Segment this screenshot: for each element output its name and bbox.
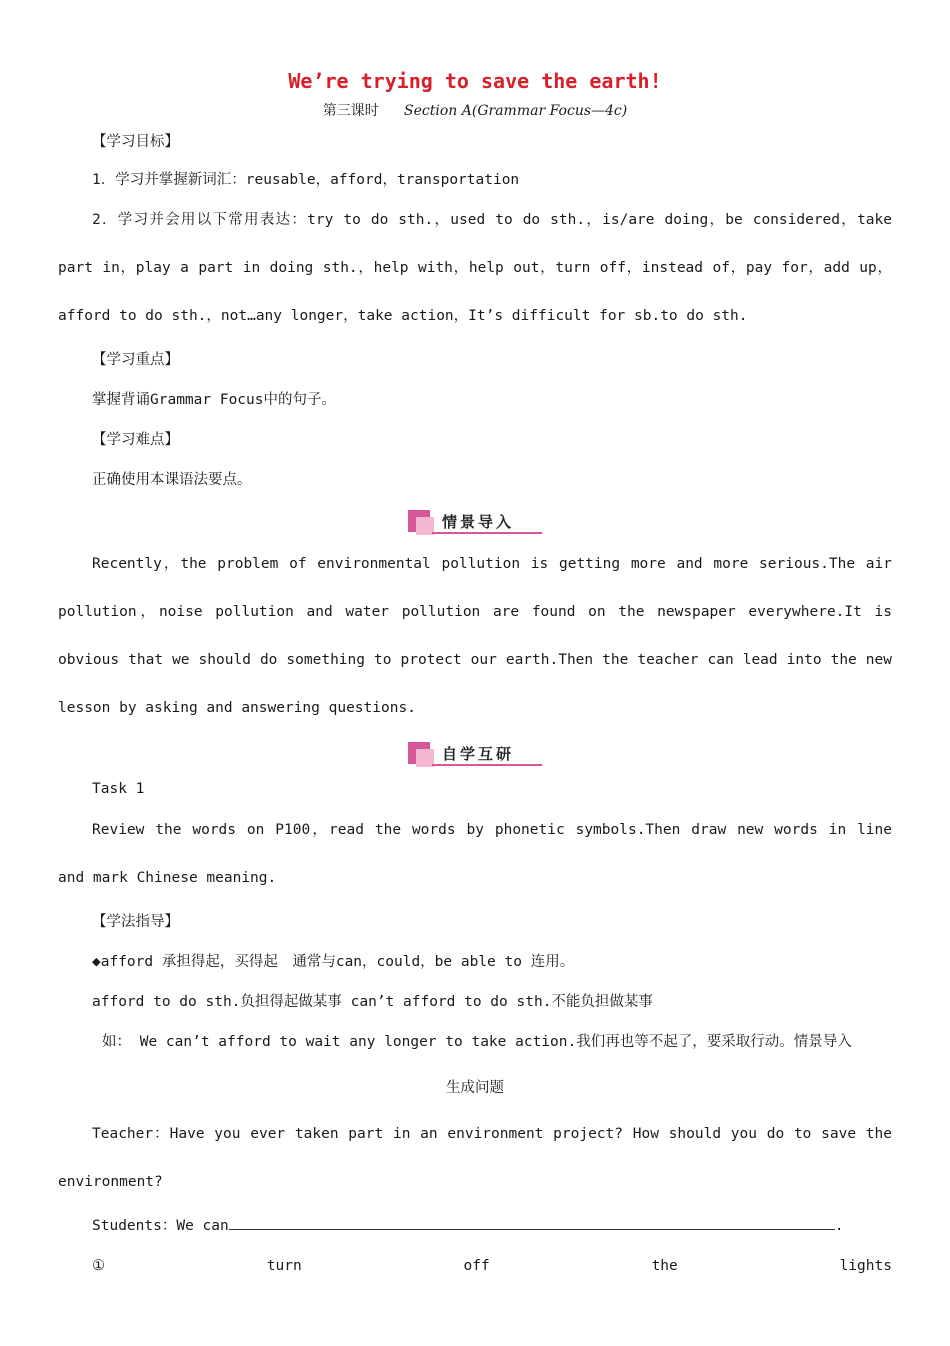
objective-item-2: 2．学习并会用以下常用表达：try to do sth.，used to do sth.，is/are doing，be considered，take part in，play a part in doing sth.，help with，help out，turn off，instead of，pay for，add up，afford to do sth.，not…any longer，take action，It’s difficult for sb.to do sth. xyxy=(58,212,892,324)
lesson-label: 第三课时 xyxy=(322,103,379,119)
difficulties-text: 正确使用本课语法要点。 xyxy=(92,472,252,488)
guide-heading: 【学法指导】 xyxy=(92,914,179,930)
objectives-heading: 【学习目标】 xyxy=(92,134,179,150)
page-subtitle xyxy=(58,98,892,124)
answer-word: off xyxy=(463,1258,490,1274)
difficulties-heading: 【学习难点】 xyxy=(92,432,179,448)
section-banner-selfstudy xyxy=(58,736,892,768)
banner-underline xyxy=(432,532,542,534)
students-line xyxy=(58,1206,892,1246)
objective-item-1: 1．学习并掌握新词汇：reusable，afford，transportation xyxy=(92,172,520,188)
answer-line-1 xyxy=(58,1246,892,1286)
answer-word: turn xyxy=(266,1258,302,1274)
page-title: We’re trying to save the earth! xyxy=(288,69,662,93)
banner-text: 自学互研 xyxy=(442,745,515,763)
task1-heading: Task 1 xyxy=(92,781,145,797)
section-label: Section A(Grammar Focus—4c) xyxy=(404,103,628,119)
students-suffix: . xyxy=(834,1218,844,1234)
students-prefix: Students：We can xyxy=(92,1218,229,1234)
answer-word: the xyxy=(651,1258,678,1274)
guide-line-3: 如： We can’t afford to wait any longer to take action.我们再也等不起了，要采取行动。情景导入 xyxy=(102,1034,852,1050)
answer-word: lights xyxy=(839,1258,892,1274)
problem-heading: 生成问题 xyxy=(446,1080,504,1096)
banner-text: 情景导入 xyxy=(442,513,515,531)
section-banner-intro xyxy=(58,504,892,536)
task1-text: Review the words on P100，read the words by phonetic symbols.Then draw new words in line and mark Chinese meaning. xyxy=(58,822,892,886)
document-page xyxy=(58,64,892,1286)
guide-line-2: afford to do sth.负担得起做某事 can’t afford to do sth.不能负担做某事 xyxy=(92,994,653,1010)
answer-number: ① xyxy=(92,1258,105,1274)
key-points-text: 掌握背诵Grammar Focus中的句子。 xyxy=(92,392,336,408)
key-points-heading: 【学习重点】 xyxy=(92,352,179,368)
intro-paragraph: Recently，the problem of environmental pollution is getting more and more serious.The air pollution，noise pollution and water pollution are found on the newspaper everywhere.It is obvious that we should do something to protect our earth.Then the teacher can lead into the new lesson by asking and answering questions. xyxy=(58,556,892,716)
guide-line-1: ◆afford 承担得起，买得起 通常与can，could，be able to 连用。 xyxy=(92,954,575,970)
banner-underline xyxy=(432,764,542,766)
answer-blank[interactable] xyxy=(229,1215,835,1230)
teacher-line: Teacher：Have you ever taken part in an environment project? How should you do to save the environment? xyxy=(58,1126,892,1190)
